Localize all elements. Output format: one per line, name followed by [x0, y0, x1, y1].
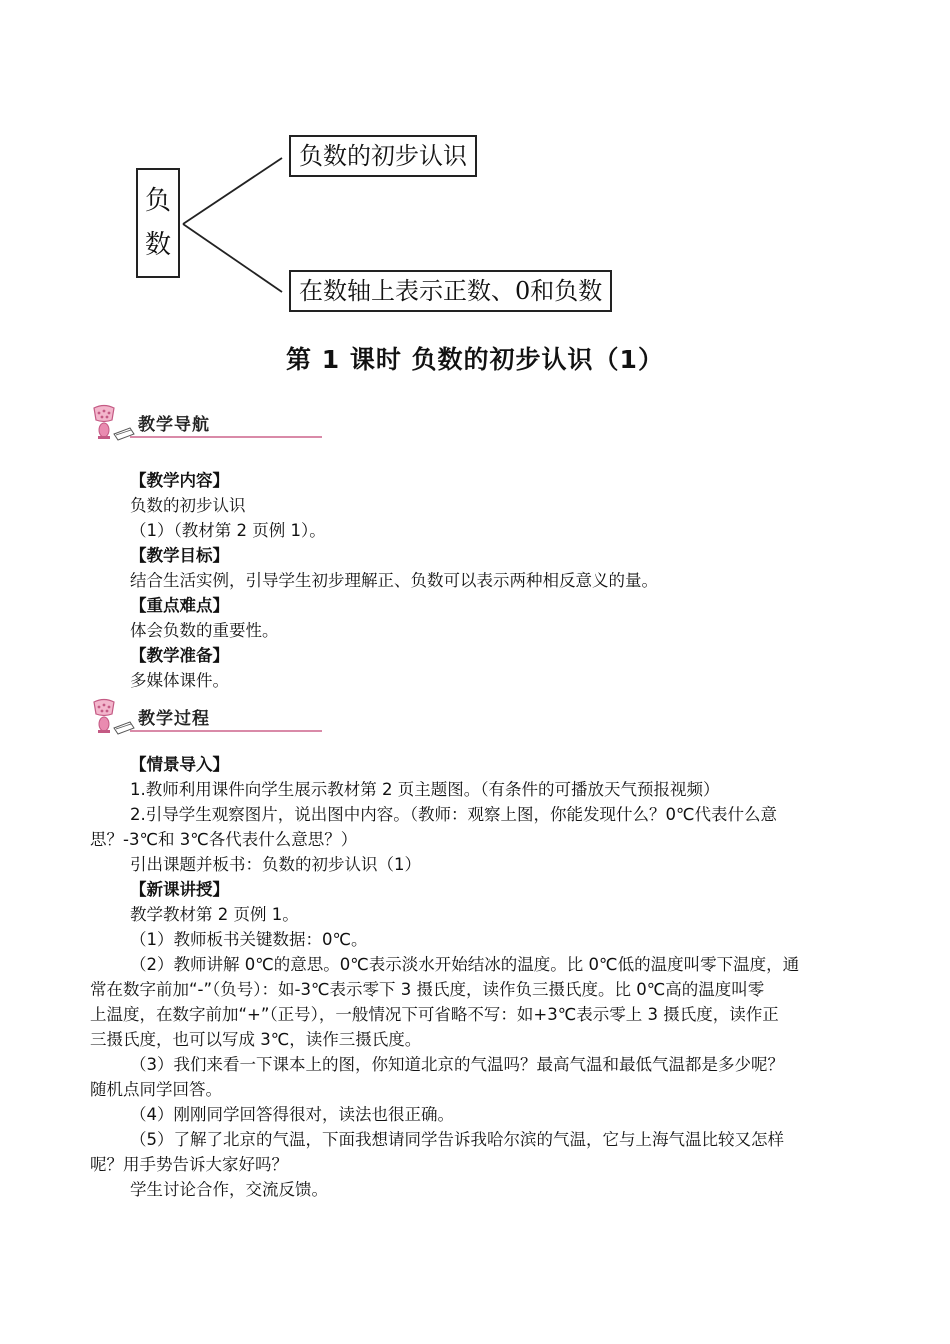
new-line-4a: （3）我们来看一下课本上的图，你知道北京的气温吗？最高气温和最低气温都是多少呢？ [130, 1055, 784, 1074]
diagram-branch-2: 在数轴上表示正数、0和负数 [289, 270, 612, 312]
banner-process-label: 教学过程 [138, 709, 210, 729]
banner-underline [130, 436, 322, 438]
new-line-3b: 常在数字前加“-”（负号）：如-3℃表示零下 3 摄氏度，读作负三摄氏度。比 0℃高的温度叫零 [90, 980, 765, 999]
heading-content: 【教学内容】 [130, 471, 229, 490]
prep-line-1: 多媒体课件。 [130, 671, 229, 690]
section-banner-process [88, 698, 238, 738]
content-line-2: （1）（教材第 2 页例 1）。 [130, 521, 326, 540]
diagram-root-char-2: 数 [144, 230, 171, 260]
heading-goal: 【教学目标】 [130, 546, 229, 565]
intro-line-2a: 2.引导学生观察图片，说出图中内容。（教师：观察上图，你能发现什么？0℃代表什么意 [130, 805, 778, 824]
section-banner-guide [88, 404, 238, 444]
new-line-3a: （2）教师讲解 0℃的意思。0℃表示淡水开始结冰的温度。比 0℃低的温度叫零下温度，通 [130, 955, 800, 974]
new-line-6a: （5）了解了北京的气温，下面我想请同学告诉我哈尔滨的气温，它与上海气温比较又怎样 [130, 1130, 784, 1149]
diagram-root-char-1: 负 [144, 186, 171, 216]
banner-underline [130, 730, 322, 732]
concept-diagram [0, 0, 950, 330]
heading-key: 【重点难点】 [130, 596, 229, 615]
intro-line-1: 1.教师利用课件向学生展示教材第 2 页主题图。（有条件的可播放天气预报视频） [130, 780, 720, 799]
key-line-1: 体会负数的重要性。 [130, 621, 279, 640]
new-line-3d: 三摄氏度，也可以写成 3℃，读作三摄氏度。 [90, 1030, 422, 1049]
new-line-4b: 随机点同学回答。 [90, 1080, 222, 1099]
new-line-1: 教学教材第 2 页例 1。 [130, 905, 299, 924]
content-line-1: 负数的初步认识 [130, 496, 246, 515]
intro-line-3: 引出课题并板书：负数的初步认识（1） [130, 855, 421, 874]
new-line-3c: 上温度，在数字前加“+”（正号），一般情况下可省略不写：如+3℃表示零上 3 摄氏度，读作正 [90, 1005, 779, 1024]
diagram-branch-1: 负数的初步认识 [289, 135, 477, 177]
new-line-7: 学生讨论合作，交流反馈。 [130, 1180, 328, 1199]
intro-line-2b: 思？-3℃和 3℃各代表什么意思？） [90, 830, 358, 849]
new-line-2: （1）教师板书关键数据：0℃。 [130, 930, 368, 949]
banner-guide-label: 教学导航 [138, 415, 210, 435]
new-line-5: （4）刚刚同学回答得很对，读法也很正确。 [130, 1105, 454, 1124]
new-line-6b: 呢？用手势告诉大家好吗？ [90, 1155, 288, 1174]
heading-intro: 【情景导入】 [130, 755, 229, 774]
lamp-icon [88, 698, 136, 738]
lesson-title: 第 1 课时 负数的初步认识（1） [286, 345, 664, 374]
lamp-icon [88, 404, 136, 444]
diagram-root-box [136, 168, 180, 278]
goal-line-1: 结合生活实例，引导学生初步理解正、负数可以表示两种相反意义的量。 [130, 571, 658, 590]
heading-new: 【新课讲授】 [130, 880, 229, 899]
heading-prep: 【教学准备】 [130, 646, 229, 665]
